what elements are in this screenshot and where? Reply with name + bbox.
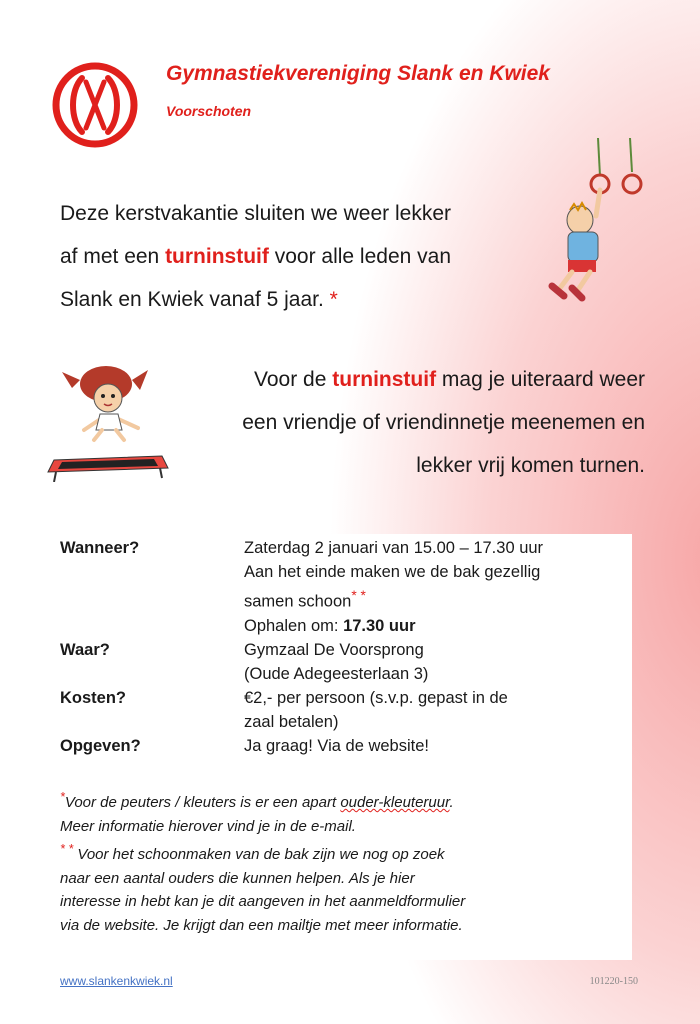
intro-line-1: Deze kerstvakantie sluiten we weer lekker [60, 202, 452, 225]
highlight-turninstuif: turninstuif [332, 368, 437, 391]
where-value [244, 638, 634, 686]
invite-line-1 [165, 358, 645, 401]
footnote-2-line-2: naar een aantal ouders die kunnen helpen. Als je hier [60, 869, 415, 887]
girl-on-trampoline-icon [44, 360, 172, 482]
website-link[interactable]: www.slankenkwiek.nl [60, 974, 173, 988]
footnotes [60, 786, 620, 937]
pickup-label: Ophalen om: [244, 616, 344, 635]
intro-text: Slank en Kwiek vanaf 5 jaar. [60, 288, 330, 311]
when-note-text: samen schoon [244, 592, 352, 611]
intro-paragraph [60, 192, 530, 321]
club-logo-icon [52, 62, 138, 148]
invite-line-3: lekker vrij komen turnen. [416, 454, 645, 477]
footnote-2 [60, 838, 620, 867]
footnote-2-line-4: via de website. Je krijgt dan een mailtje met meer informatie. [60, 916, 463, 934]
footnote-text: . [449, 794, 454, 811]
intro-text: af met een [60, 245, 166, 268]
pickup-time [244, 614, 634, 638]
pickup-time-value: 17.30 uur [343, 616, 416, 635]
when-date: Zaterdag 2 januari van 15.00 – 17.30 uur [244, 539, 544, 557]
footnote-text: Voor de peuters / kleuters is er een apart [64, 794, 341, 811]
cost-value [244, 686, 634, 734]
boy-on-rings-icon [538, 138, 648, 303]
footnote-1-line-2: Meer informatie hierover vind je in de e-mail. [60, 817, 356, 835]
footnote-stars: * * [60, 842, 74, 856]
document-code: 101220-150 [589, 976, 638, 987]
footnote-text: Voor het schoonmaken van de bak zijn we nog op zoek [73, 846, 445, 863]
invite-text: mag je uiteraard weer [436, 368, 645, 391]
intro-line-3 [60, 278, 530, 321]
venue-address: (Oude Adegeesterlaan 3) [244, 664, 429, 683]
intro-text: voor alle leden van [268, 245, 451, 268]
organization-town: Voorschoten [166, 103, 252, 119]
venue-name: Gymzaal De Voorsprong [244, 640, 424, 659]
when-value [244, 536, 634, 638]
footnote-2-line-3: interesse in hebt kan je dit aangeven in het aanmeldformulier [60, 893, 466, 910]
when-note: Aan het einde maken we de bak gezellig [244, 563, 541, 581]
signup-row [60, 734, 634, 758]
when-row [60, 536, 634, 638]
when-note [244, 584, 634, 614]
footnote-stars: * * [351, 588, 366, 603]
footnote-star: * [60, 790, 65, 804]
invite-text: Voor de [254, 368, 333, 391]
signup-value: Ja graag! Via de website! [244, 736, 429, 755]
when-label: Wanneer? [60, 539, 140, 557]
invite-paragraph [165, 358, 645, 487]
intro-line-2 [60, 235, 530, 278]
where-label: Waar? [60, 640, 110, 659]
details-table [60, 536, 634, 758]
spellcheck-word: ouder-kleuteruur [340, 794, 450, 811]
cost-amount: €2,- per persoon (s.v.p. gepast in de [244, 688, 508, 707]
cost-label: Kosten? [60, 688, 126, 707]
invite-line-2: een vriendje of vriendinnetje meenemen en [242, 411, 645, 434]
footnote-1 [60, 786, 620, 815]
where-row [60, 638, 634, 686]
cost-row [60, 686, 634, 734]
cost-note: zaal betalen) [244, 712, 339, 731]
footnote-star: * [329, 288, 338, 311]
signup-label: Opgeven? [60, 736, 141, 755]
organization-name: Gymnastiekvereniging Slank en Kwiek [166, 62, 550, 85]
highlight-turninstuif: turninstuif [165, 245, 269, 268]
